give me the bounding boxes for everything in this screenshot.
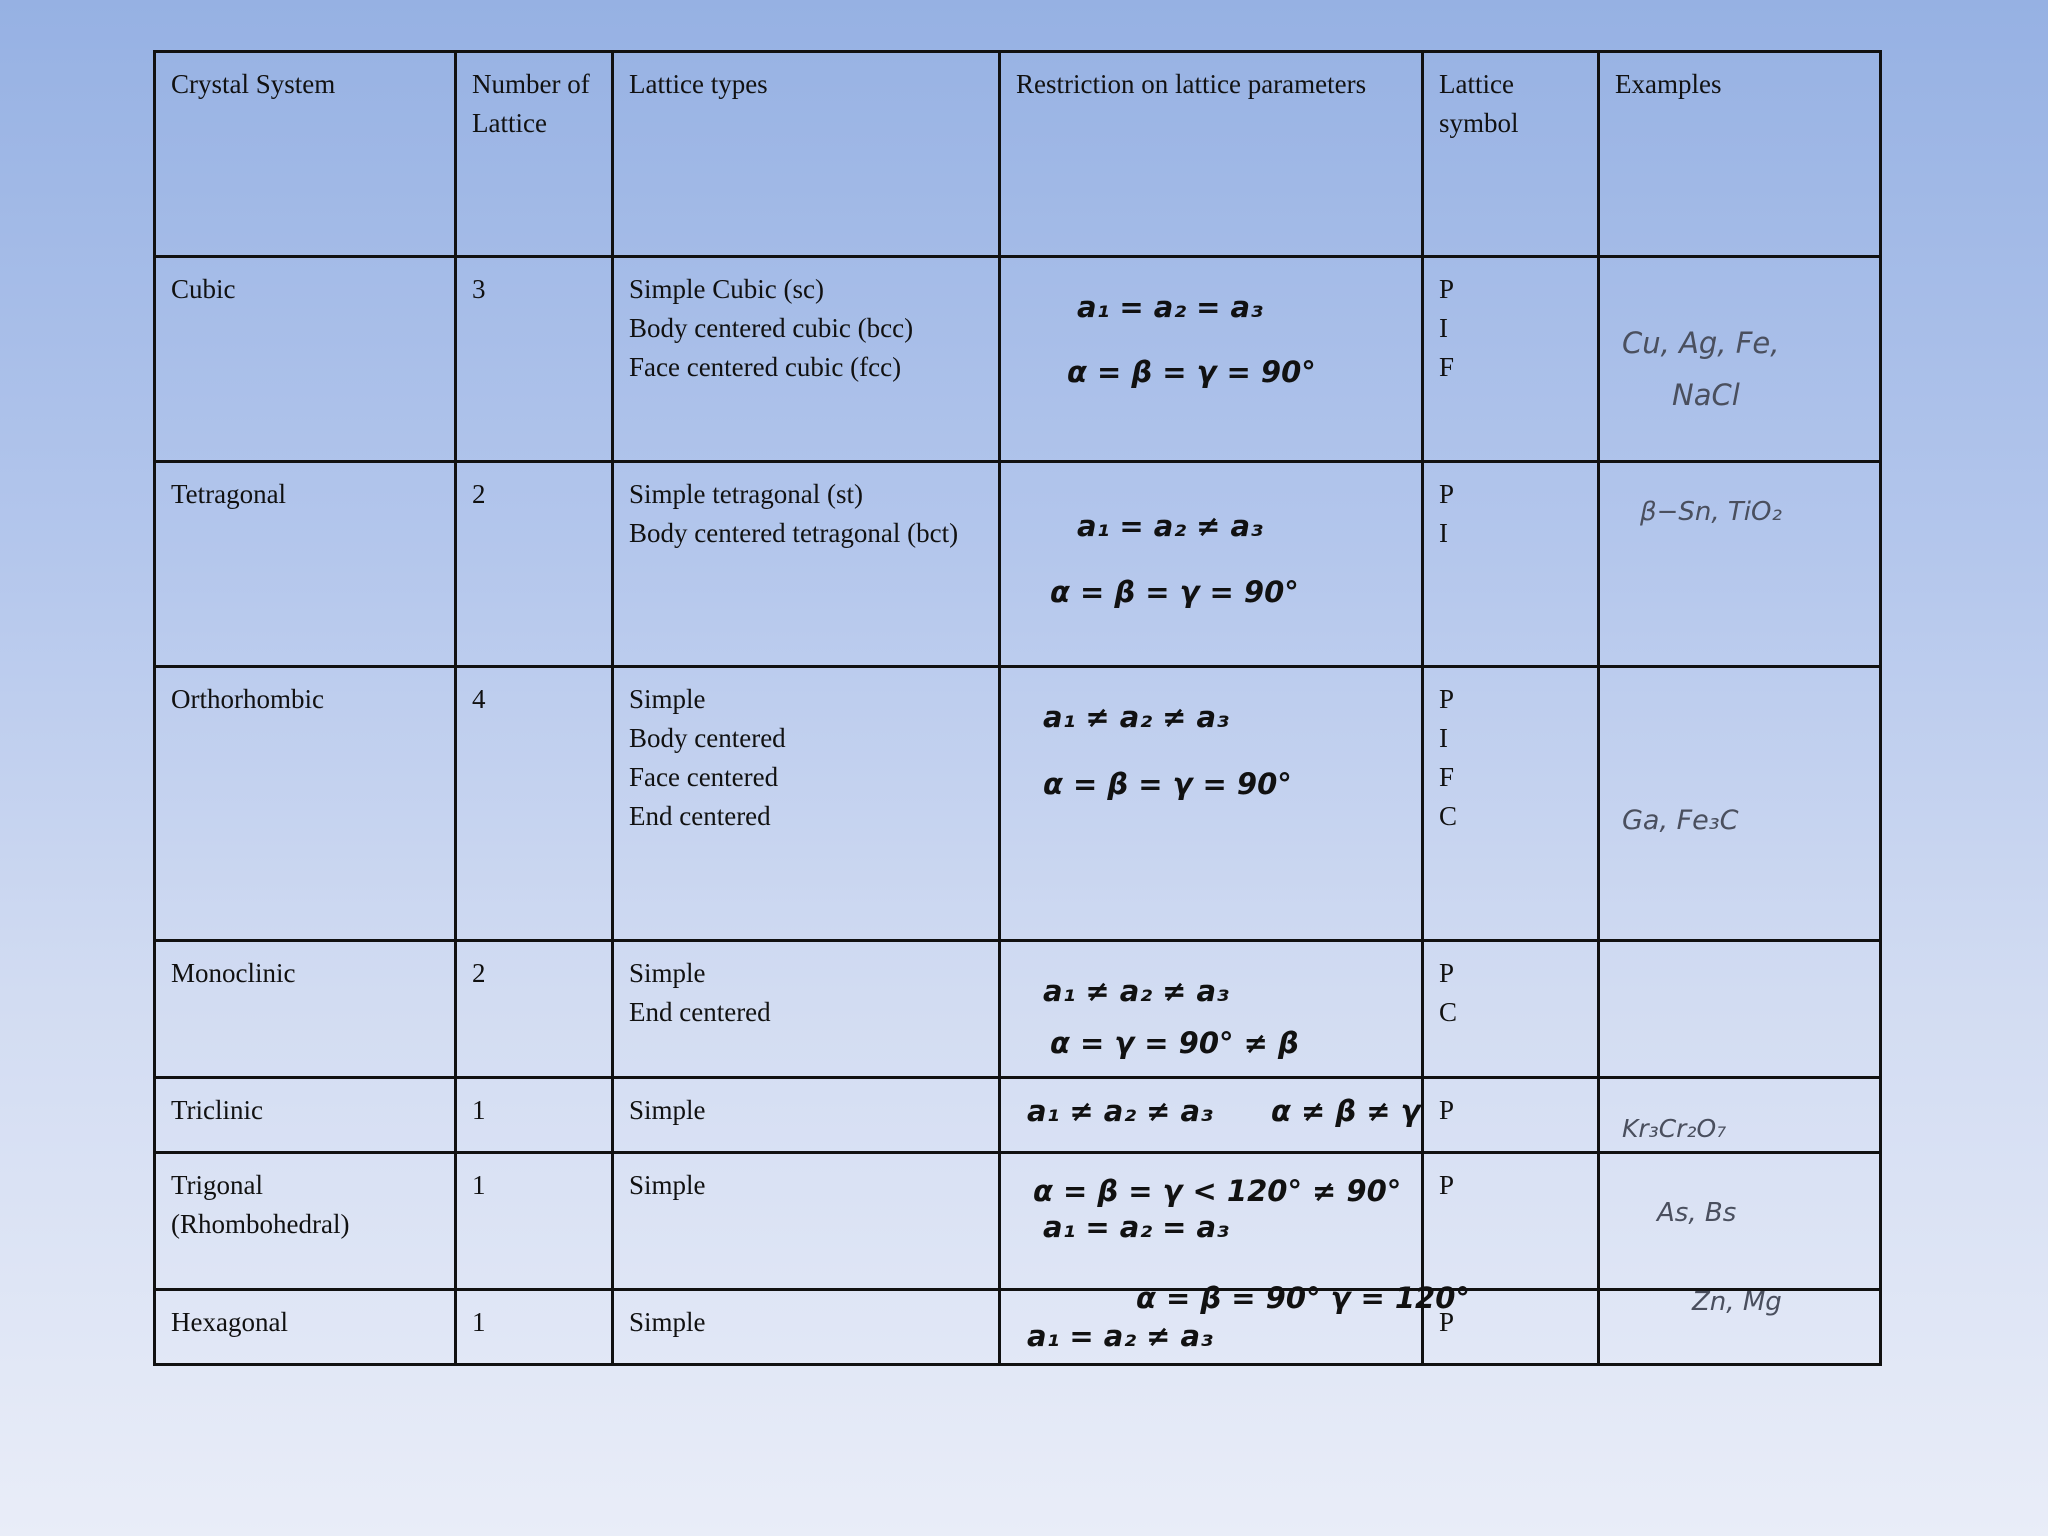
header-restriction: Restriction on lattice parameters: [1000, 52, 1423, 257]
system-cell: Trigonal (Rhombohedral): [155, 1153, 456, 1290]
symbol-cell: P I: [1423, 462, 1599, 667]
examples-cell: As, Bs: [1599, 1153, 1881, 1290]
system-cell: Hexagonal: [155, 1290, 456, 1365]
examples-cell: Zn, Mg: [1599, 1290, 1881, 1365]
restriction-axes: a₁ = a₂ = a₃: [1077, 290, 1263, 324]
restriction-axes: a₁ = a₂ ≠ a₃: [1027, 1319, 1213, 1353]
restriction-cell: [1000, 257, 1423, 462]
restriction-angles: α ≠ β ≠ γ: [1271, 1094, 1421, 1128]
types-cell: Simple End centered: [613, 941, 1000, 1078]
restriction-angles: α = β = γ < 120° ≠ 90°: [1033, 1174, 1402, 1208]
table-row: [155, 1290, 1881, 1365]
types-cell: Simple: [613, 1290, 1000, 1365]
restriction-axes: a₁ ≠ a₂ ≠ a₃: [1043, 974, 1229, 1008]
number-cell: 2: [456, 462, 613, 667]
examples-cell: Kr₃Cr₂O₇: [1599, 1078, 1881, 1153]
number-cell: 3: [456, 257, 613, 462]
restriction-angles: α = β = 90° γ = 120°: [1136, 1281, 1470, 1315]
number-cell: 4: [456, 667, 613, 941]
crystal-systems-table: [153, 50, 1882, 1366]
restriction-angles: α = β = γ = 90°: [1050, 575, 1299, 609]
restriction-cell: [1000, 941, 1423, 1078]
restriction-angles: α = γ = 90° ≠ β: [1050, 1026, 1299, 1060]
symbol-cell: P: [1423, 1153, 1599, 1290]
restriction-cell: [1000, 1153, 1423, 1290]
symbol-cell: P: [1423, 1078, 1599, 1153]
header-crystal-system: Crystal System: [155, 52, 456, 257]
symbol-cell: P C: [1423, 941, 1599, 1078]
restriction-angles: α = β = γ = 90°: [1043, 767, 1292, 801]
header-number-of-lattice: Number of Lattice: [456, 52, 613, 257]
table-header-row: [155, 52, 1881, 257]
types-cell: Simple: [613, 1153, 1000, 1290]
restriction-axes: a₁ = a₂ ≠ a₃: [1077, 509, 1263, 543]
restriction-axes: a₁ ≠ a₂ ≠ a₃: [1043, 700, 1229, 734]
table-row: [155, 257, 1881, 462]
system-cell: Triclinic: [155, 1078, 456, 1153]
types-cell: Simple Body centered Face centered End centered: [613, 667, 1000, 941]
symbol-cell: P: [1423, 1290, 1599, 1365]
header-lattice-types: Lattice types: [613, 52, 1000, 257]
number-cell: 1: [456, 1078, 613, 1153]
types-cell: Simple tetragonal (st) Body centered tetragonal (bct): [613, 462, 1000, 667]
types-cell: Simple: [613, 1078, 1000, 1153]
table-row: [155, 941, 1881, 1078]
examples-cell: Cu, Ag, Fe, NaCl: [1599, 257, 1881, 462]
header-lattice-symbol: Lattice symbol: [1423, 52, 1599, 257]
examples-cell: β−Sn, TiO₂: [1599, 462, 1881, 667]
number-cell: 2: [456, 941, 613, 1078]
restriction-cell: [1000, 667, 1423, 941]
table-row: [155, 667, 1881, 941]
table-row: [155, 462, 1881, 667]
restriction-axes: a₁ = a₂ = a₃: [1043, 1210, 1229, 1244]
number-cell: 1: [456, 1153, 613, 1290]
restriction-cell: [1000, 1078, 1423, 1153]
restriction-cell: [1000, 1281, 1470, 1365]
system-cell: Tetragonal: [155, 462, 456, 667]
header-examples: Examples: [1599, 52, 1881, 257]
system-cell: Cubic: [155, 257, 456, 462]
number-cell: 1: [456, 1290, 613, 1365]
restriction-angles: α = β = γ = 90°: [1067, 355, 1316, 389]
restriction-cell: [1000, 462, 1423, 667]
types-cell: Simple Cubic (sc) Body centered cubic (bcc) Face centered cubic (fcc): [613, 257, 1000, 462]
symbol-cell: P I F: [1423, 257, 1599, 462]
table-row: [155, 1078, 1881, 1153]
system-cell: Orthorhombic: [155, 667, 456, 941]
table-row: [155, 1153, 1881, 1290]
system-cell: Monoclinic: [155, 941, 456, 1078]
examples-cell: Ga, Fe₃C: [1599, 667, 1881, 941]
symbol-cell: P I F C: [1423, 667, 1599, 941]
restriction-axes: a₁ ≠ a₂ ≠ a₃: [1027, 1094, 1213, 1128]
examples-cell: [1599, 941, 1881, 1078]
